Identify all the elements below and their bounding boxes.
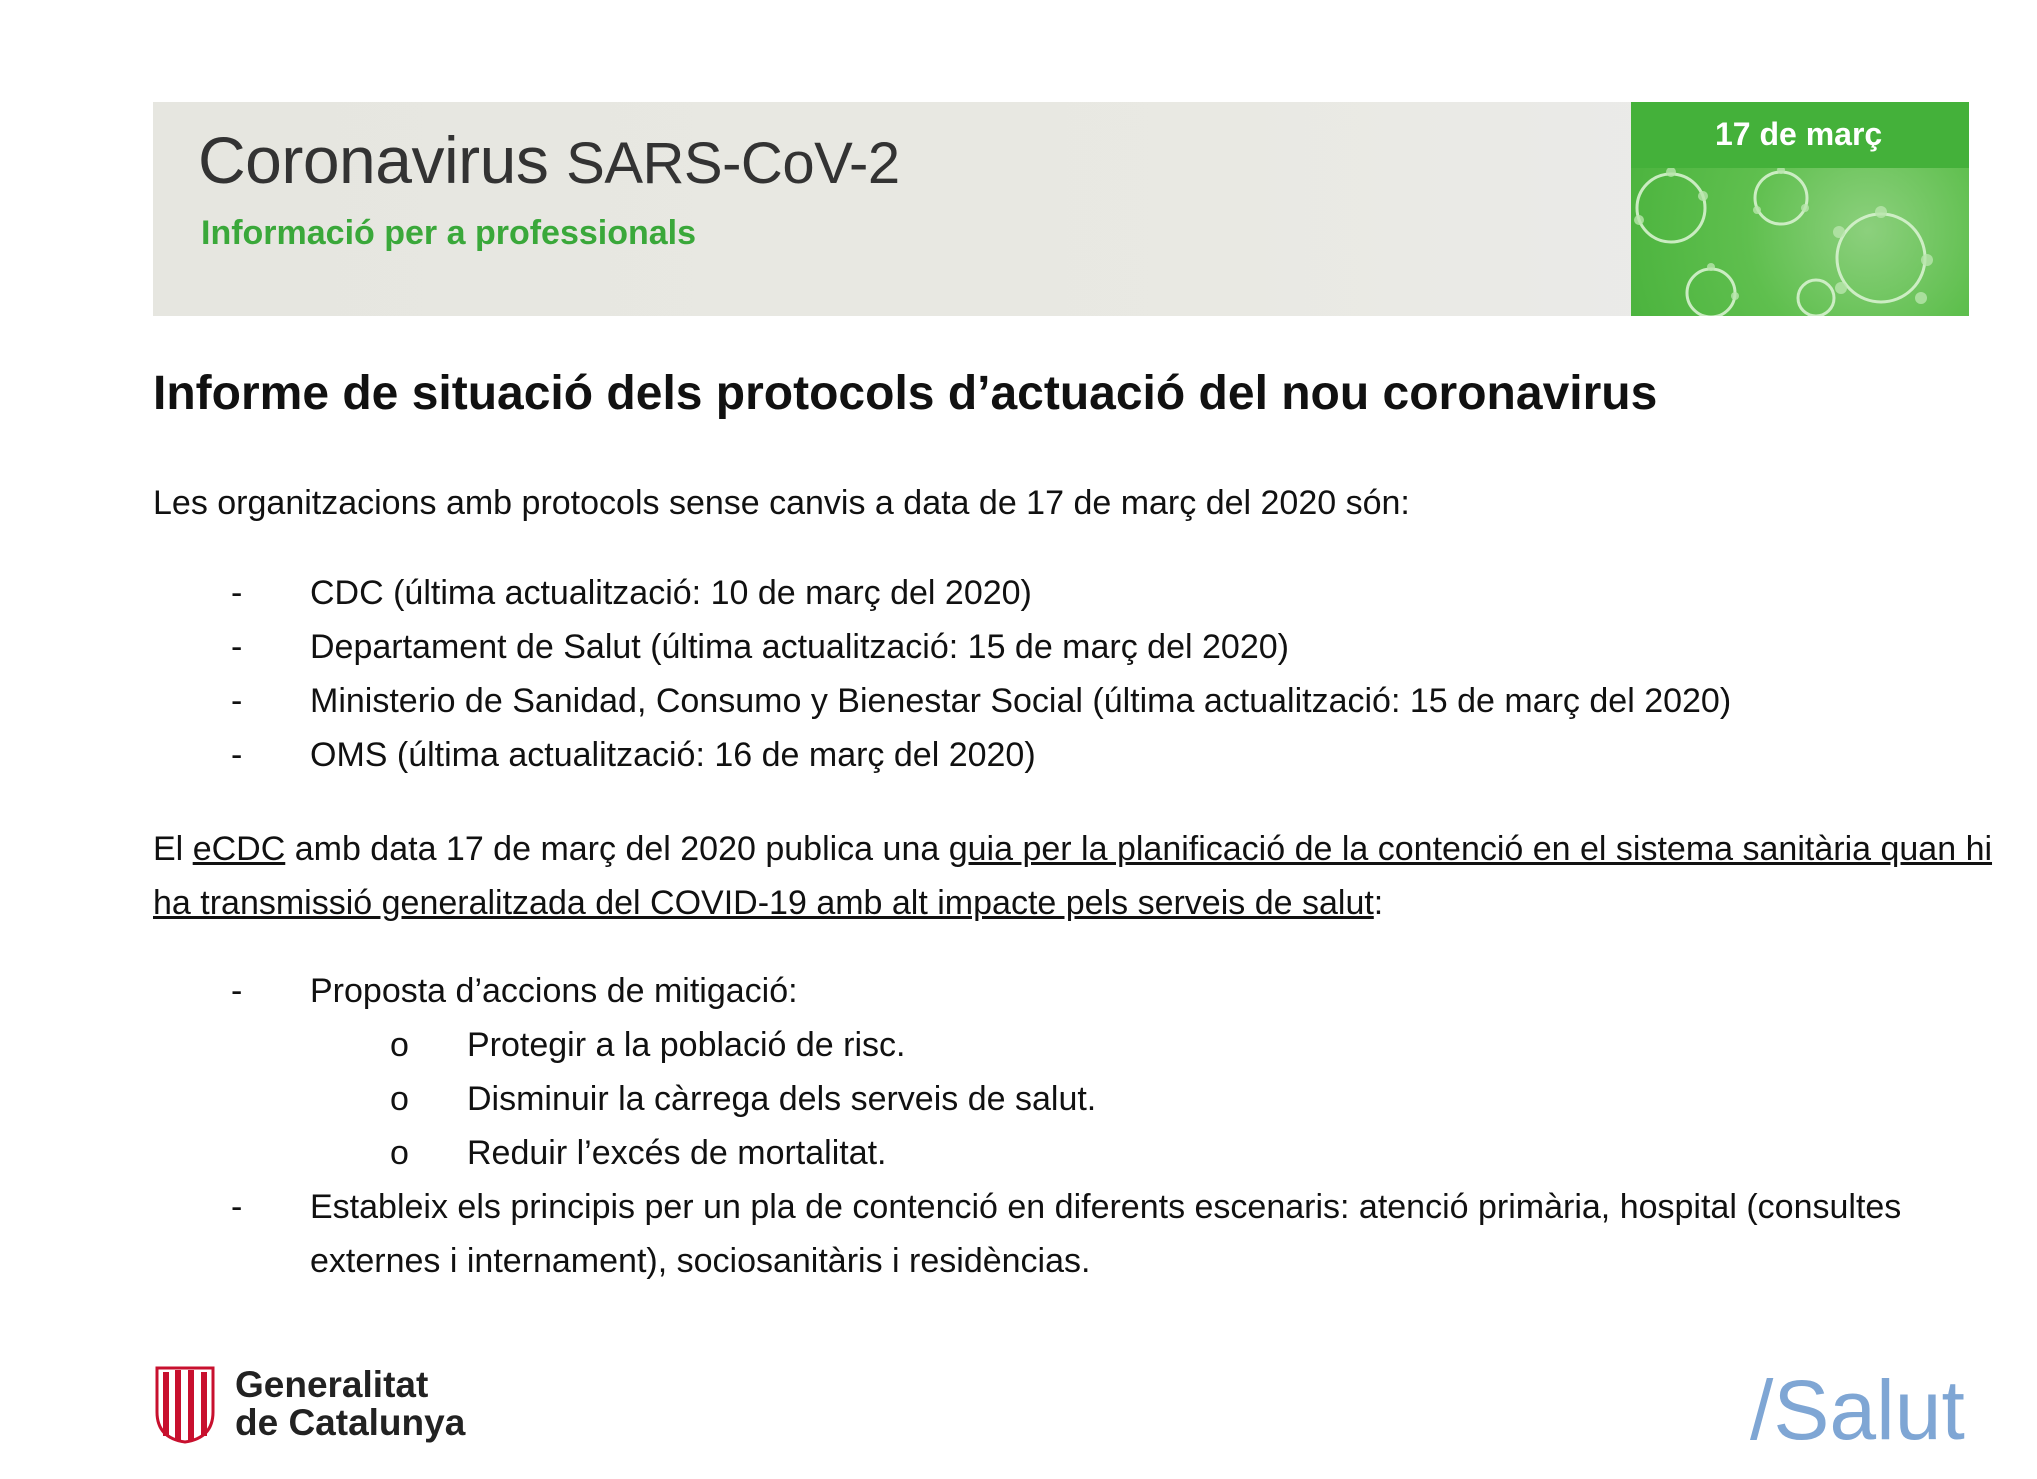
ecdc-text-part3: : (1373, 884, 1384, 922)
dash-bullet: - (231, 574, 243, 612)
list-item (153, 674, 2003, 728)
ecdc-link[interactable]: eCDC (192, 830, 286, 868)
list-item (153, 566, 2003, 620)
date-strip (1631, 102, 1969, 168)
banner-title-main: Coronavirus (198, 123, 549, 197)
banner-virus-panel (1631, 102, 1969, 316)
generalitat-logo (153, 1364, 465, 1444)
list-item-text: CDC (última actualització: 10 de març del 2020) (310, 574, 1032, 612)
sublist-item (310, 1018, 2003, 1072)
mitigation-sublist (310, 1018, 2003, 1180)
organizations-list (153, 566, 2003, 782)
banner-title-suffix: SARS-CoV-2 (566, 131, 900, 196)
intro-paragraph: Les organitzacions amb protocols sense canvis a data de 17 de març del 2020 són: (153, 484, 1410, 522)
ecdc-text-part1: El (153, 830, 193, 868)
document-title: Informe de situació dels protocols d’actuació del nou coronavirus (153, 367, 1658, 420)
sublist-item (310, 1072, 2003, 1126)
mitigation-list (153, 964, 2003, 1288)
salut-logo: /Salut (1750, 1363, 1965, 1457)
ecdc-text-part2: amb data 17 de març del 2020 publica una (285, 830, 949, 868)
list-item (153, 964, 2003, 1180)
generalitat-text (235, 1366, 465, 1442)
header-banner (153, 102, 1969, 316)
dash-bullet: - (231, 972, 243, 1010)
circle-bullet: o (390, 1080, 409, 1118)
catalan-shield-icon (153, 1364, 217, 1444)
list-item-text: Departament de Salut (última actualització: 15 de març del 2020) (310, 628, 1289, 666)
list-item-text: OMS (última actualització: 16 de març del 2020) (310, 736, 1036, 774)
circle-bullet: o (390, 1134, 409, 1172)
dash-bullet: - (231, 1188, 243, 1226)
banner-subtitle: Informació per a professionals (201, 214, 697, 252)
banner-date: 17 de març (1715, 116, 1883, 152)
ecdc-paragraph (153, 822, 2003, 930)
sublist-item-text: Disminuir la càrrega dels serveis de salut. (467, 1080, 1097, 1118)
banner-title (198, 122, 900, 198)
list-item (153, 620, 2003, 674)
list-item (153, 728, 2003, 782)
circle-bullet: o (390, 1026, 409, 1064)
dash-bullet: - (231, 628, 243, 666)
virus-illustration-icon (1631, 168, 1969, 316)
guide-link[interactable]: guia per la planificació de la contenció en el sistema sanitària quan hi ha transmissió generalitzada del COVID-19 amb alt impacte pels serveis de salut (153, 830, 1993, 922)
list-item-text: Estableix els principis per un pla de contenció en diferents escenaris: atenció primària, hospital (consultes externes i internament), sociosanitàris i residèncias. (310, 1188, 1902, 1280)
list-item-text: Proposta d’accions de mitigació: (310, 972, 798, 1010)
list-item-text: Ministerio de Sanidad, Consumo y Bienestar Social (última actualització: 15 de març del 2020) (310, 682, 1732, 720)
dash-bullet: - (231, 736, 243, 774)
sublist-item-text: Protegir a la població de risc. (467, 1026, 906, 1064)
sublist-item (310, 1126, 2003, 1180)
dash-bullet: - (231, 682, 243, 720)
list-item (153, 1180, 2003, 1288)
generalitat-line2: de Catalunya (235, 1402, 466, 1443)
sublist-item-text: Reduir l’excés de mortalitat. (467, 1134, 887, 1172)
generalitat-line1: Generalitat (235, 1364, 429, 1405)
